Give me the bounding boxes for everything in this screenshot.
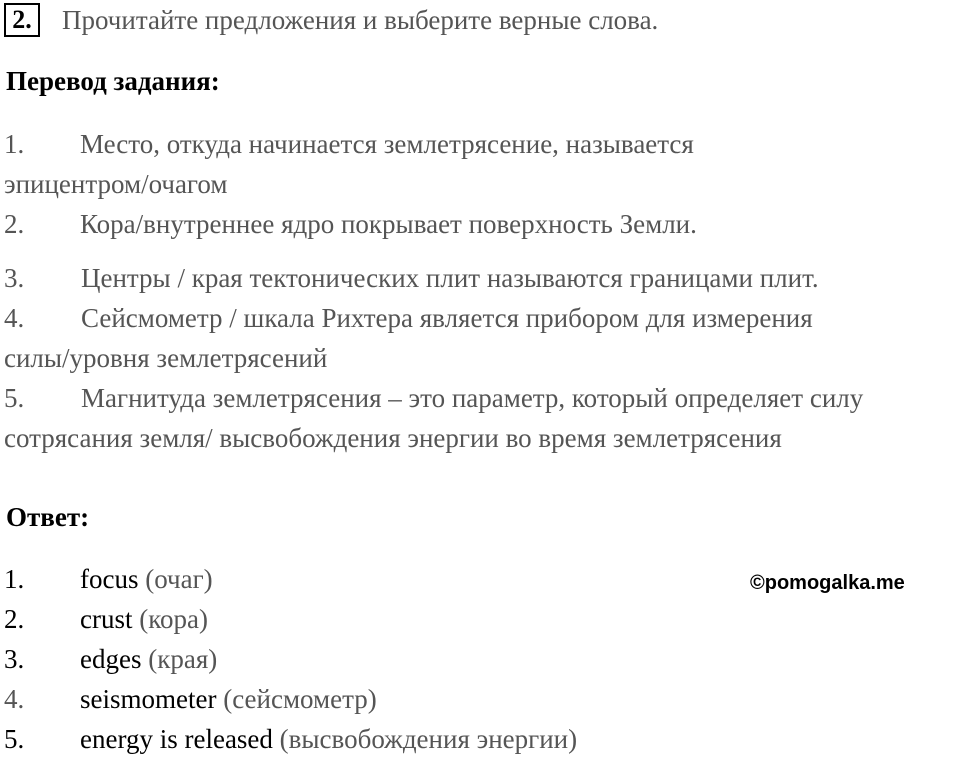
translation-item-2 [4,204,920,244]
task-instruction: Прочитайте предложения и выберите верные слова. [62,4,659,35]
answer-translation: (высвобождения энергии) [279,724,578,754]
answer-word: energy is released [80,724,273,754]
answer-item-2 [4,599,208,639]
task-number-badge: 2. [4,3,40,37]
item-text-continued: сотрясания земля/ высвобождения энергии во время землетрясения [4,423,782,453]
answer-word: seismometer [80,684,217,714]
translation-item-4 [4,298,920,338]
item-text: Кора/внутреннее ядро покрывает поверхность Земли. [80,209,697,239]
answer-translation: (сейсмометр) [223,684,377,714]
answer-number: 1. [4,564,25,594]
answer-word: crust [80,604,133,634]
answer-heading: Ответ: [6,502,90,532]
answer-number: 4. [4,684,25,714]
item-text-continued: силы/уровня землетрясений [4,343,328,373]
item-number: 2. [4,209,25,239]
item-number: 3. [4,263,25,293]
translation-item-1-cont [4,164,920,204]
answer-word: focus [80,564,139,594]
item-text-continued: эпицентром/очагом [4,169,228,199]
item-text: Сейсмометр / шкала Рихтера является прибором для измерения [81,303,813,333]
item-number: 4. [4,303,25,333]
answer-item-4 [4,679,377,719]
item-text: Магнитуда землетрясения – это параметр, который определяет силу [81,383,864,413]
answer-number: 2. [4,604,25,634]
item-text: Центры / края тектонических плит называются границами плит. [81,263,819,293]
translation-item-5-cont [4,418,920,458]
translation-item-1 [4,124,920,164]
answer-translation: (края) [148,644,218,674]
answer-item-1 [4,559,213,599]
translation-item-5 [4,378,920,418]
translation-item-3 [4,258,920,298]
item-text: Место, откуда начинается землетрясение, называется [80,129,694,159]
answer-translation: (кора) [139,604,208,634]
translation-item-4-cont [4,338,920,378]
task-header [4,2,658,38]
answer-number: 5. [4,724,25,754]
watermark: ©pomogalka.me [750,572,905,594]
answer-number: 3. [4,644,25,674]
answer-translation: (очаг) [145,564,213,594]
answer-item-5 [4,719,577,759]
answer-item-3 [4,639,217,679]
item-number: 1. [4,129,25,159]
answer-word: edges [80,644,142,674]
item-number: 5. [4,383,25,413]
translation-heading: Перевод задания: [6,66,220,96]
